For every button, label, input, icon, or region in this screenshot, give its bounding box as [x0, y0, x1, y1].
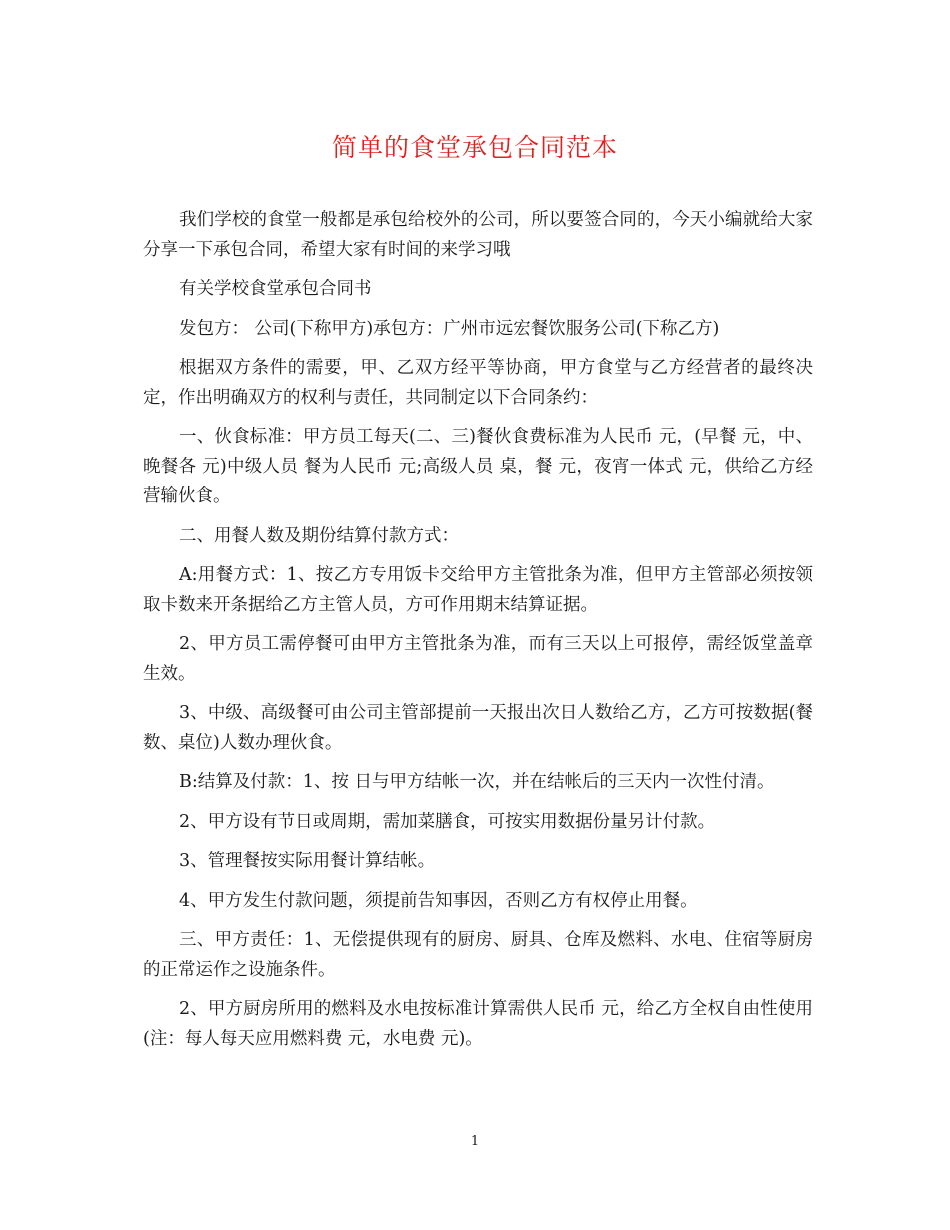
paragraph-clause-2a-2: 2、甲方员工需停餐可由甲方主管批条为准，而有三天以上可报停，需经饭堂盖章生效。: [143, 634, 813, 684]
paragraph-clause-2b-2: 2、甲方设有节日或周期，需加菜膳食，可按实用数据份量另计付款。: [179, 811, 716, 832]
document-body: [143, 206, 813, 1064]
paragraph-intro: 我们学校的食堂一般都是承包给校外的公司，所以要签合同的，今天小编就给大家分享一下承包合同，希望大家有时间的来学习哦: [143, 210, 813, 260]
paragraph-clause-3: 三、甲方责任：1、无偿提供现有的厨房、厨具、仓库及燃料、水电、住宿等厨房的正常运作之设施条件。: [143, 930, 813, 980]
paragraph-clause-2b: B:结算及付款：1、按 日与甲方结帐一次，并在结帐后的三天内一次性付清。: [179, 772, 775, 792]
paragraph-heading: 有关学校食堂承包合同书: [179, 279, 372, 299]
paragraph-clause-2a-3: 3、中级、高级餐可由公司主管部提前一天报出次日人数给乙方，乙方可按数据(餐数、桌位)人数办理伙食。: [143, 703, 813, 753]
paragraph-clause-2a: A:用餐方式：1、按乙方专用饭卡交给甲方主管批条为准，但甲方主管部必须按领取卡数来开条据给乙方主管人员，方可作用期末结算证据。: [143, 565, 813, 615]
paragraph-clause-3-2: 2、甲方厨房所用的燃料及水电按标准计算需供人民币 元，给乙方全权自由性使用(注：每人每天应用燃料费 元，水电费 元)。: [143, 999, 813, 1049]
paragraph-clause-2b-4: 4、甲方发生付款问题，须提前告知事因，否则乙方有权停止用餐。: [179, 890, 698, 911]
page-number: 1: [470, 1134, 480, 1149]
document-title: 简单的食堂承包合同范本: [331, 133, 618, 162]
paragraph-parties: 发包方： 公司(下称甲方)承包方：广州市远宏餐饮服务公司(下称乙方): [179, 318, 720, 339]
paragraph-clause-1: 一、伙食标准：甲方员工每天(二、三)餐伙食费标准为人民币 元，(早餐 元，中、晚餐各 元)中级人员 餐为人民币 元;高级人员 桌，餐 元，夜宵一体式 元，供给乙方经营输伙食。: [143, 427, 813, 506]
paragraph-clause-2: 二、用餐人数及期份结算付款方式：: [179, 525, 459, 546]
paragraph-preamble: 根据双方条件的需要，甲、乙双方经平等协商，甲方食堂与乙方经营者的最终决定，作出明确双方的权利与责任，共同制定以下合同条约：: [143, 358, 813, 408]
paragraph-clause-2b-3: 3、管理餐按实际用餐计算结帐。: [179, 851, 436, 871]
